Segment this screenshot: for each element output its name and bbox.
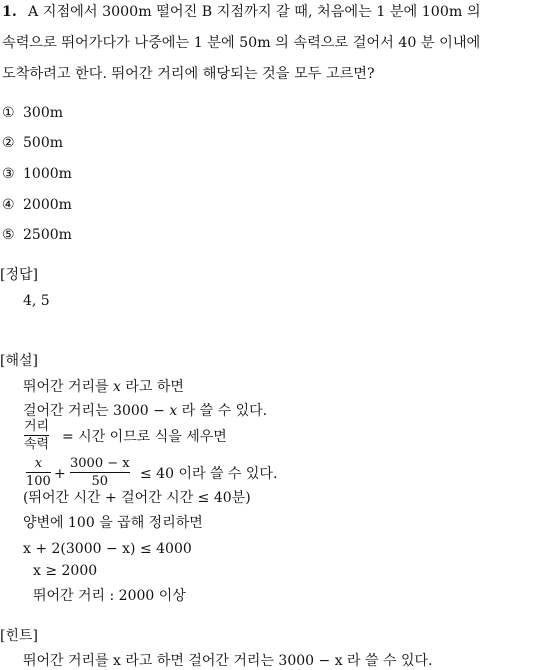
- explanation-label: [해설]: [0, 353, 38, 369]
- choice-text: 300m: [23, 105, 63, 121]
- question-line-3: 도착하려고 한다. 뛰어간 거리에 해당되는 것을 모두 고르면?: [2, 66, 375, 82]
- answer-label: [정답]: [0, 267, 38, 283]
- explanation-line-3: = 시간 이므로 식을 세우면: [62, 429, 227, 445]
- question-line-2: 속력으로 뛰어가다가 나중에는 1 분에 50m 의 속력으로 걸어서 40 분 이내에: [2, 35, 481, 51]
- explanation-line-6: 양변에 100 을 곱해 정리하면: [23, 515, 203, 531]
- explanation-line-5: (뛰어간 시간 + 걸어간 시간 ≤ 40분): [23, 490, 251, 506]
- explanation-line-8: x ≥ 2000: [33, 563, 98, 579]
- explanation-line-9: 뛰어간 거리 : 2000 이상: [33, 588, 186, 604]
- answer-value: 4, 5: [23, 293, 50, 309]
- choice-mark: ②: [2, 135, 15, 151]
- explanation-line-7: x + 2(3000 − x) ≤ 4000: [23, 541, 192, 557]
- choice-mark: ④: [2, 197, 15, 213]
- explanation-line-2: 걸어간 거리는 3000 − x 라 쓸 수 있다.: [23, 403, 268, 419]
- fraction-3000-minus-x-over-50: 3000 − x 50: [70, 456, 130, 489]
- question-line-1: A 지점에서 3000m 떨어진 B 지점까지 갈 때, 처음에는 1 분에 100m 의: [28, 4, 481, 20]
- plus-sign: +: [54, 466, 66, 482]
- explanation-line-1: 뛰어간 거리를 x 라고 하면: [23, 379, 184, 395]
- explanation-line-4: ≤ 40 이라 쓸 수 있다.: [140, 466, 278, 482]
- choice-text: 2000m: [23, 197, 72, 213]
- hint-text: 뛰어간 거리를 x 라고 하면 걸어간 거리는 3000 − x 라 쓸 수 있다.: [23, 653, 433, 669]
- hint-label: [힌트]: [0, 628, 38, 644]
- fraction-distance-over-speed: 거리 속력: [24, 419, 50, 452]
- question-number: 1.: [2, 4, 17, 20]
- choice-text: 1000m: [23, 166, 72, 182]
- choice-mark: ③: [2, 166, 15, 182]
- choice-text: 500m: [23, 135, 63, 151]
- fraction-x-over-100: x 100: [26, 456, 51, 489]
- choice-mark: ①: [2, 105, 15, 121]
- choice-mark: ⑤: [2, 227, 15, 243]
- choice-text: 2500m: [23, 227, 72, 243]
